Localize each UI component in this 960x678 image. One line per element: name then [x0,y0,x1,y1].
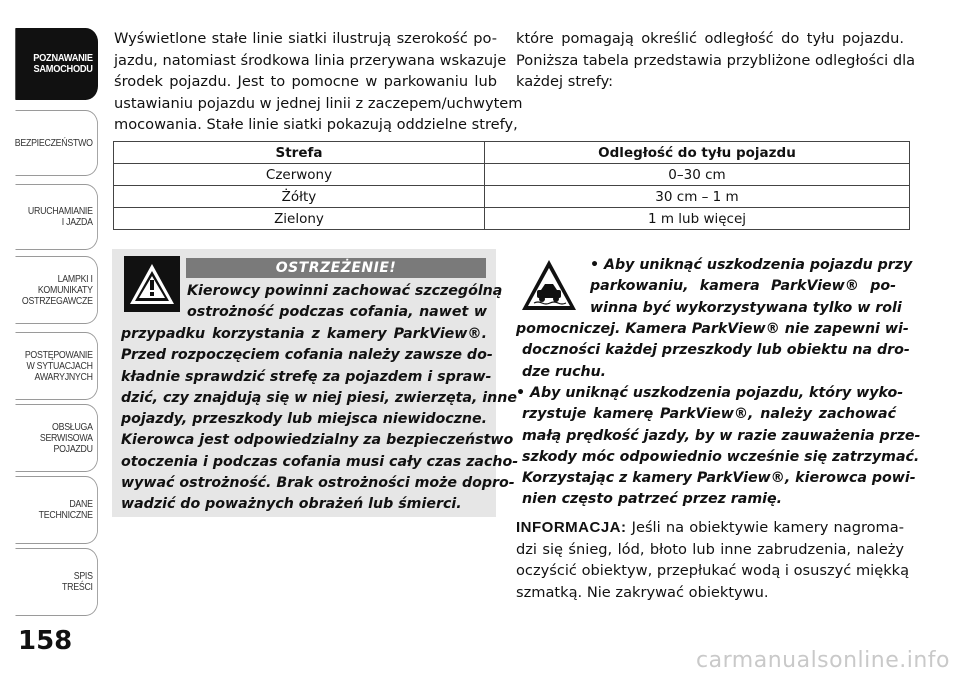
text-line: przypadku korzystania z kamery ParkView®. [121,326,487,342]
text-line: winna być wykorzystywana tylko w roli [590,299,902,316]
info-paragraph [516,517,910,603]
column-header-zone: Strefa [114,142,485,164]
text-line: Wyświetlone stałe linie siatki ilustrują szerokość po- [114,30,497,47]
text-line: które pomagają określić odległość do tyłu pojazdu. [516,30,904,47]
text-line: środek pojazdu. Jest to pomocne w parkowaniu lub [114,73,497,91]
distance-cell: 0–30 cm [485,164,910,186]
text-line: • Aby uniknąć uszkodzenia pojazdu, który wyko- [516,385,904,401]
text-line: parkowaniu, kamera ParkView® po- [590,278,896,295]
text-line: każdej strefy: [516,73,614,91]
chapter-sidebar [0,0,100,678]
table-row [114,164,910,186]
text-line: ostrożność podczas cofania, nawet w [187,304,487,321]
text-line: doczności każdej przeszkody lub obiektu na dro- [522,342,910,359]
zone-cell: Czerwony [114,164,485,186]
watermark: carmanualsonline.info [696,648,950,673]
text-line: pojazdy, przeszkody lub miejsca niewidoczne. [121,411,487,428]
text-line: jazdu, natomiast środkowa linia przerywana wskazuje [114,51,507,69]
text-line: Kierowcy powinni zachować szczególną [187,283,503,299]
car-skid-caution-icon [520,258,578,317]
tab-dane-techniczne[interactable] [15,476,98,544]
warning-text-indented [187,281,503,324]
text-line: dze ruchu. [522,363,607,380]
zone-cell: Żółty [114,186,485,208]
table-row [114,186,910,208]
text-line: otoczenia i podczas cofania musi cały czas zacho- [121,453,519,470]
table-row [114,208,910,230]
zone-cell: Zielony [114,208,485,230]
warning-title: OSTRZEŻENIE! [186,258,486,278]
text-line: szmatką. Nie zakrywać obiektywu. [516,583,769,601]
tab-poznawanie-samochodu[interactable] [15,28,98,100]
text-line: dzić, czy znajdują się w niej piesi, zwierzęta, inne [121,389,517,406]
text-line: ustawianiu pojazdu w jednej linii z zaczepem/uchwytem [114,94,523,112]
info-first-line: Jeśli na obiektywie kamery nagroma- [626,519,904,536]
tab-label: OBSŁUGA SERWISOWA POJAZDU [39,421,93,455]
text-line: szkody móc odpowiednio wcześnie się zatrzymać. [522,448,920,465]
text-line: wadzić do poważnych obrażeń lub śmierci. [121,496,462,513]
text-line: nien często patrzeć przez ramię. [522,491,783,508]
text-line: Kierowca jest odpowiedzialny za bezpieczeństwo [121,432,514,449]
tab-obsluga-serwisowa[interactable] [15,404,98,472]
text-line: wywać ostrożność. Brak ostrożności może dopro- [121,475,515,492]
distance-zones-table [113,141,910,230]
caution-bullet-1-intro [590,255,913,319]
distance-cell: 1 m lub więcej [485,208,910,230]
text-line: Poniższa tabela przedstawia przybliżone odległości dla [516,51,916,69]
text-line [516,517,904,539]
table-header-row [114,142,910,164]
tab-label: BEZPIECZEŃSTWO [14,137,93,149]
text-line: Przed rozpoczęciem cofania należy zawsze do- [121,347,493,364]
tab-label: URUCHAMIANIE I JAZDA [27,206,93,228]
column-header-distance: Odległość do tyłu pojazdu [485,142,910,164]
text-line: oczyścić obiektyw, przepłukać wodą i osuszyć miękką [516,562,910,580]
tab-label: LAMPKI I KOMUNIKATY OSTRZEGAWCZE [21,273,93,307]
caution-bullet-1 [516,319,910,383]
text-line: mocowania. Stałe linie siatki pokazują oddzielne strefy, [114,116,518,134]
distance-cell: 30 cm – 1 m [485,186,910,208]
tab-label: POSTĘPOWANIE W SYTUACJACH AWARYJNYCH [24,349,93,383]
text-line: kładnie sprawdzić strefę za pojazdem i spraw- [121,368,492,385]
tab-spis-tresci[interactable] [15,548,98,616]
tab-label: POZNAWANIE SAMOCHODU [33,52,93,75]
text-line: rzystuje kamerę ParkView®, należy zachować [522,406,896,423]
intro-paragraph-right [516,28,916,93]
page-number: 158 [18,626,73,656]
info-label: INFORMACJA: [516,519,627,536]
text-line: Korzystając z kamery ParkView®, kierowca powi- [522,470,916,487]
text-line: dzi się śnieg, lód, błoto lub inne zabrudzenia, należy [516,540,904,558]
tab-label: DANE TECHNICZNE [38,499,93,521]
warning-triangle-icon [124,256,180,317]
tab-uruchamianie-i-jazda[interactable] [15,184,98,250]
tab-postepowanie-awaryjne[interactable] [15,332,98,400]
warning-text [121,324,519,516]
text-line: małą prędkość jazdy, by w razie zauważenia prze- [522,427,921,444]
tab-lampki-i-komunikaty[interactable] [15,256,98,324]
tab-label: SPIS TREŚCI [62,571,93,593]
caution-bullet-2 [516,383,921,511]
text-line: • Aby uniknąć uszkodzenia pojazdu przy [590,257,913,273]
tab-bezpieczenstwo[interactable] [15,110,98,176]
intro-paragraph-left [114,28,523,136]
text-line: pomocniczej. Kamera ParkView® nie zapewni wi- [516,321,909,337]
